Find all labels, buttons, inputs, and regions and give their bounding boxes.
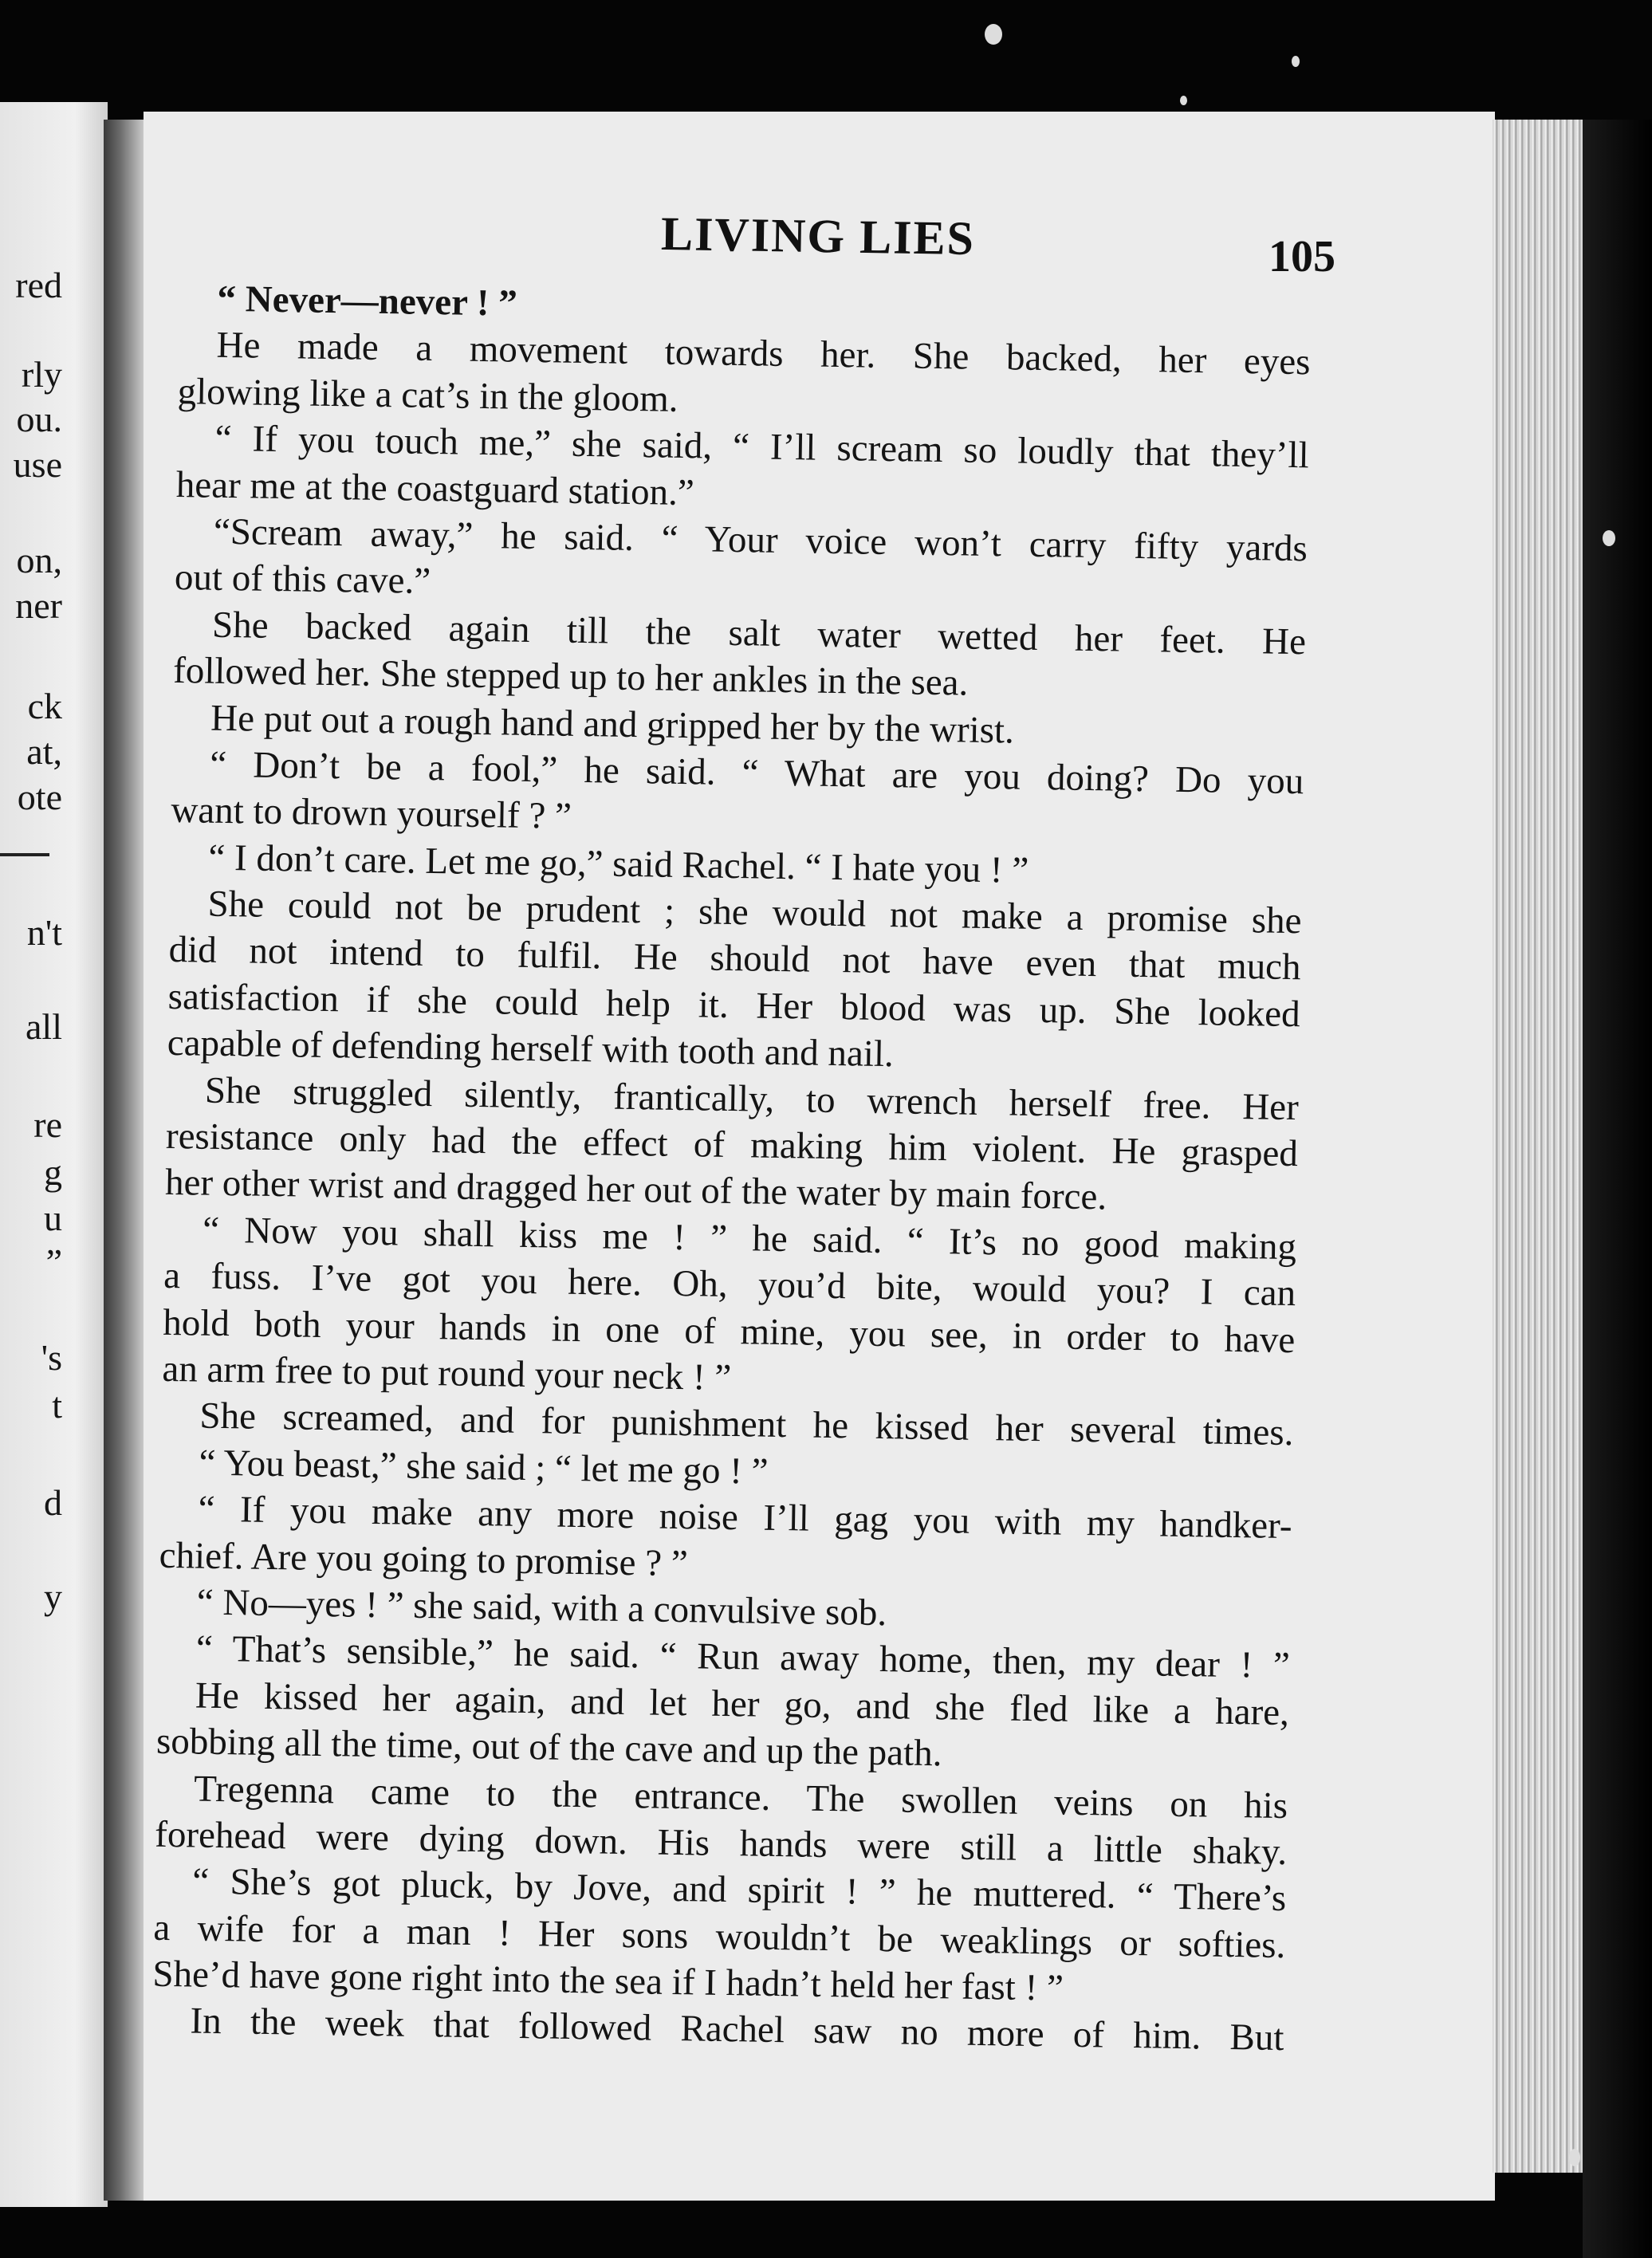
left-fragment: d <box>44 1483 62 1523</box>
left-fragment: ner <box>15 586 62 626</box>
text-line: “ Never—never ! ” <box>217 277 518 325</box>
left-fragment: use <box>13 445 62 485</box>
text-line: “ That’s sensible,” he said. “ Run away home, then, my dear ! ” <box>195 1627 1291 1687</box>
left-fragment: ck <box>27 686 62 726</box>
text-line: out of this cave.” <box>174 557 431 603</box>
text-line: sobbing all the time, out of the cave and up the path. <box>155 1720 942 1775</box>
text-line: In the week that followed Rachel saw no more of him. But <box>190 2000 1284 2059</box>
previous-page-edge <box>0 102 108 2207</box>
left-fragment: 's <box>41 1338 62 1378</box>
dust-speck <box>1180 96 1187 105</box>
text-line: He put out a rough hand and gripped her by the wrist. <box>210 697 1015 752</box>
text-line: her other wrist and dragged her out of the water by main force. <box>164 1162 1107 1218</box>
previous-page-fragments <box>0 102 108 2207</box>
left-fragment: on, <box>16 541 62 580</box>
text-line: satisfaction if she could help it. Her blood was up. She looked <box>167 975 1301 1036</box>
left-fragment: red <box>15 266 62 305</box>
text-line: “ She’s got pluck, by Jove, and spirit ! ” he muttered. “ There’s <box>191 1860 1287 1920</box>
left-fragment: ote <box>17 777 62 817</box>
text-line: He kissed her again, and let her go, and she fled like a hare, <box>195 1674 1290 1733</box>
left-fragment: ou. <box>16 399 62 439</box>
left-page-rule <box>0 853 49 856</box>
text-line: She’d have gone right into the sea if I hadn’t held her fast ! ” <box>152 1953 1064 2009</box>
text-line: “ You beast,” she said ; “ let me go ! ” <box>199 1442 769 1493</box>
text-line: a fuss. I’ve got you here. Oh, you’d bite, would you? I can <box>163 1255 1296 1315</box>
text-line: capable of defending herself with tooth and nail. <box>167 1022 895 1076</box>
text-line: He made a movement towards her. She backed, her eyes <box>216 325 1311 384</box>
text-line: “ If you make any more noise I’ll gag you with my handker- <box>198 1488 1292 1548</box>
text-line: “ If you touch me,” she said, “ I’ll scream so loudly that they’ll <box>214 417 1310 477</box>
text-line: resistance only had the effect of making him violent. He grasped <box>165 1115 1299 1175</box>
dust-speck <box>1569 2149 1580 2166</box>
text-line: want to drown yourself ? ” <box>171 789 572 838</box>
left-fragment: ” <box>45 1242 62 1282</box>
text-line: She struggled silently, frantically, to wrench herself free. Her <box>204 1069 1300 1128</box>
left-fragment: t <box>52 1386 62 1426</box>
text-line: She screamed, and for punishment he kissed her several times. <box>199 1395 1294 1454</box>
text-line: a wife for a man ! Her sons wouldn’t be weaklings or softies. <box>153 1906 1286 1966</box>
text-line: “ Now you shall kiss me ! ” he said. “ It’s no good making <box>202 1209 1297 1268</box>
left-fragment: n't <box>26 913 62 953</box>
page-fore-edge <box>1493 120 1588 2173</box>
dust-speck <box>1603 530 1615 546</box>
text-line: hear me at the coastguard station.” <box>175 463 695 513</box>
text-line: “ I don’t care. Let me go,” said Rachel. “ I hate you ! ” <box>208 836 1029 891</box>
text-line: “ No—yes ! ” she said, with a convulsive sob. <box>196 1581 887 1634</box>
text-line: followed her. She stepped up to her ankles in the sea. <box>172 650 969 704</box>
text-line: glowing like a cat’s in the gloom. <box>177 370 678 420</box>
running-head: LIVING LIES <box>660 207 976 266</box>
text-line: She could not be prudent ; she would not make a promise she <box>207 883 1302 942</box>
text-line: “ Don’t be a fool,” he said. “ What are you doing? Do you <box>209 743 1304 803</box>
text-line: hold both your hands in one of mine, you see, in order to have <box>162 1301 1296 1361</box>
dust-speck <box>985 24 1002 45</box>
edge-shadow <box>1583 120 1652 2258</box>
text-line: chief. Are you going to promise ? ” <box>159 1534 689 1584</box>
text-line: Tregenna came to the entrance. The swollen veins on his <box>193 1768 1288 1827</box>
left-fragment: all <box>26 1007 62 1047</box>
page-number: 105 <box>1268 232 1335 281</box>
text-line: “Scream away,” he said. “ Your voice won’t carry fifty yards <box>213 510 1308 570</box>
left-fragment: u <box>44 1198 62 1238</box>
left-fragment: rly <box>21 355 62 395</box>
body-text <box>151 275 1312 2062</box>
text-line: an arm free to put round your neck ! ” <box>162 1347 732 1399</box>
left-fragment: g <box>44 1153 62 1193</box>
text-line: did not intend to fulfil. He should not have even that much <box>168 929 1301 989</box>
left-fragment: y <box>44 1577 62 1617</box>
text-line: forehead were dying down. His hands were still a little shaky. <box>154 1813 1288 1873</box>
left-fragment: re <box>33 1105 62 1145</box>
text-line: She backed again till the salt water wetted her feet. He <box>211 604 1307 663</box>
left-fragment: at, <box>26 732 62 772</box>
dust-speck <box>1292 56 1300 67</box>
